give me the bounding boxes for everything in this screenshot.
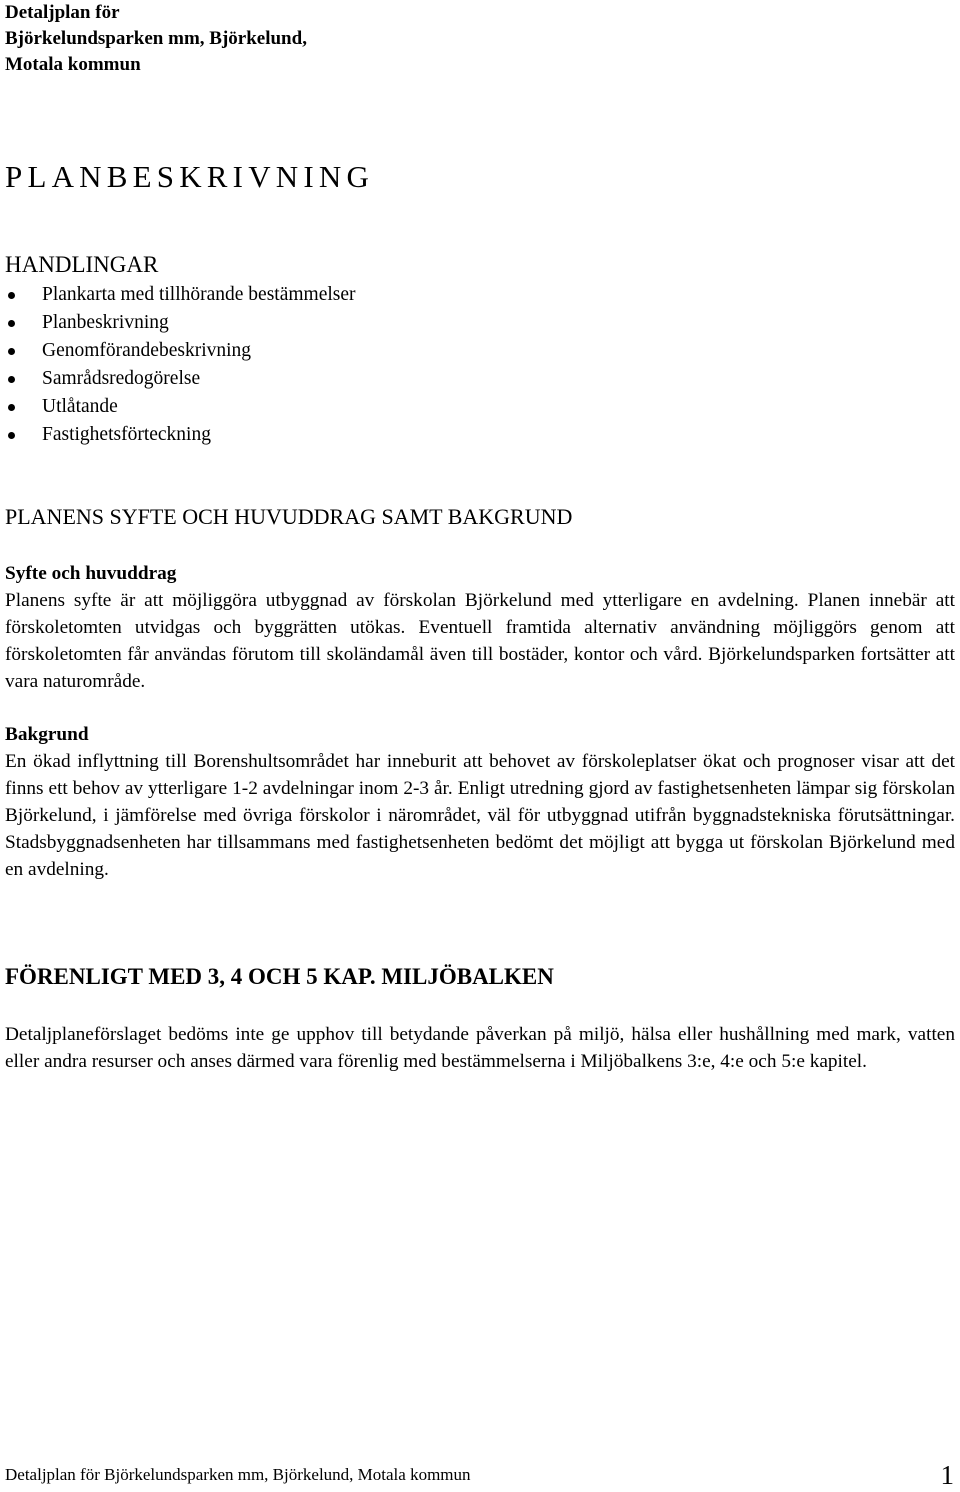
syfte-heading: PLANENS SYFTE OCH HUVUDDRAG SAMT BAKGRUND xyxy=(5,504,573,529)
syfte-section xyxy=(5,560,955,695)
bullet-icon xyxy=(8,320,15,327)
bullet-icon xyxy=(8,292,15,299)
bullet-icon xyxy=(8,376,15,383)
bullet-icon xyxy=(8,404,15,411)
page-number: 1 xyxy=(940,1460,954,1490)
miljobalken-paragraph: Detaljplaneförslaget bedöms inte ge upphov till betydande påverkan på miljö, hälsa eller hushållning med mark, vatten eller andra resurser och anses därmed vara förenlig med bestämmelserna i Miljöbalkens 3:e, 4:e och 5:e kapitel. xyxy=(5,1024,955,1072)
bullet-icon xyxy=(8,348,15,355)
document-type-heading: PLANBESKRIVNING xyxy=(5,159,375,194)
document-title xyxy=(5,0,307,78)
bullet-icon xyxy=(8,432,15,439)
title-line-3: Motala kommun xyxy=(5,54,141,75)
page-footer: Detaljplan för Björkelundsparken mm, Björkelund, Motala kommun xyxy=(5,1465,471,1484)
miljobalken-heading: FÖRENLIGT MED 3, 4 OCH 5 KAP. MILJÖBALKEN xyxy=(5,964,554,989)
bakgrund-subheading: Bakgrund xyxy=(5,724,89,745)
handlingar-heading: HANDLINGAR xyxy=(5,252,159,277)
list-item-text: Utlåtande xyxy=(42,396,118,417)
miljobalken-section xyxy=(5,1021,955,1075)
list-item-text: Fastighetsförteckning xyxy=(42,424,211,445)
syfte-paragraph: Planens syfte är att möjliggöra utbyggnad av förskolan Björkelund med ytterligare en avdelning. Planen innebär att förskoletomten utvidgas och byggrätten utökas. Eventuell framtida alternativ användning möjliggörs genom att förskoletomten får användas förutom till skoländamål även till bostäder, kontor och vård. Björkelundsparken fortsätter att vara naturområde. xyxy=(5,590,955,692)
list-item-text: Planbeskrivning xyxy=(42,312,169,333)
list-item-text: Genomförandebeskrivning xyxy=(42,340,252,361)
syfte-subheading: Syfte och huvuddrag xyxy=(5,563,177,584)
bakgrund-section xyxy=(5,721,955,883)
bakgrund-paragraph: En ökad inflyttning till Borenshultsområdet har inneburit att behovet av förskoleplatser ökat och prognoser visar att det finns ett behov av ytterligare 1-2 avdelningar inom 2-3 år. Enligt utredning gjord av fastighetsenheten lämpar sig förskolan Björkelund, i jämförelse med övriga förskolor i närområdet, väl för utbyggnad utifrån byggnadstekniska förutsättningar. Stadsbyggnadsenheten har tillsammans med fastighetsenheten bedömt det möjligt att bygga ut förskolan Björkelund med en avdelning. xyxy=(5,751,955,880)
list-item-text: Samrådsredogörelse xyxy=(42,368,201,389)
title-line-2: Björkelundsparken mm, Björkelund, xyxy=(5,28,307,49)
title-line-1: Detaljplan för xyxy=(5,2,120,23)
list-item-text: Plankarta med tillhörande bestämmelser xyxy=(42,284,356,305)
